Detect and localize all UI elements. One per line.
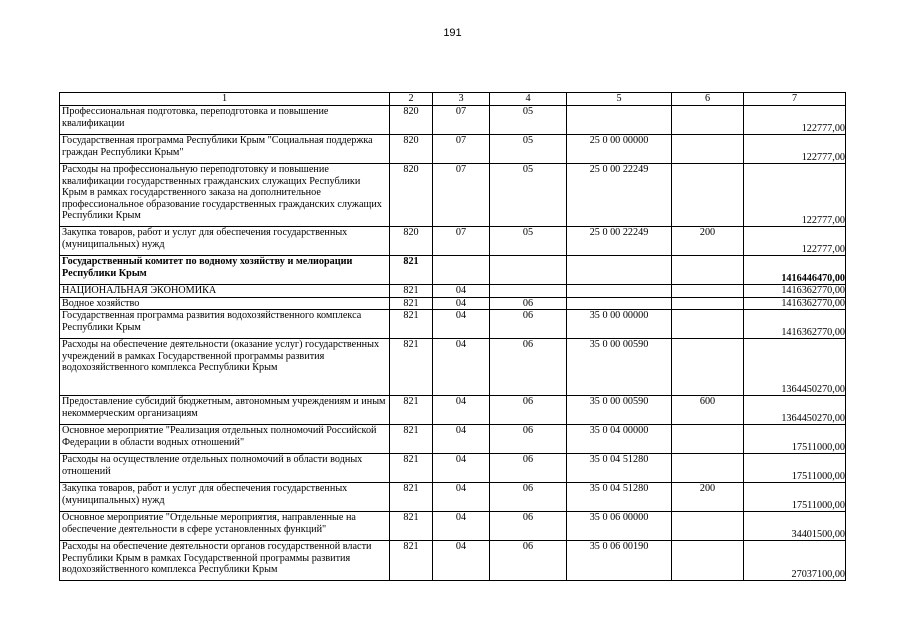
code-820-cell: 821 xyxy=(390,541,433,581)
table-row xyxy=(60,512,846,541)
subsection-cell xyxy=(490,256,567,285)
subsection-cell: 06 xyxy=(490,396,567,425)
header-cell: 4 xyxy=(490,93,567,106)
target-article-cell: 35 0 00 00000 xyxy=(567,310,672,339)
row-name-cell: Закупка товаров, работ и услуг для обеспечения государственных (муниципальных) нужд xyxy=(60,227,390,256)
row-name-cell: Государственная программа Республики Крым "Социальная поддержка граждан Республики Крым" xyxy=(60,135,390,164)
section-cell: 04 xyxy=(433,339,490,396)
expense-type-cell xyxy=(672,256,744,285)
section-cell: 04 xyxy=(433,310,490,339)
subsection-cell: 06 xyxy=(490,339,567,396)
expense-type-cell xyxy=(672,425,744,454)
header-cell: 1 xyxy=(60,93,390,106)
section-cell: 04 xyxy=(433,483,490,512)
section-cell: 07 xyxy=(433,106,490,135)
code-820-cell: 820 xyxy=(390,164,433,227)
table-row xyxy=(60,396,846,425)
subsection-cell: 05 xyxy=(490,106,567,135)
target-article-cell: 25 0 00 00000 xyxy=(567,135,672,164)
amount-cell: 17511000,00 xyxy=(744,425,846,454)
header-cell: 5 xyxy=(567,93,672,106)
amount-cell: 122777,00 xyxy=(744,106,846,135)
subsection-cell: 05 xyxy=(490,135,567,164)
amount-cell: 17511000,00 xyxy=(744,454,846,483)
expense-type-cell: 600 xyxy=(672,396,744,425)
table-row xyxy=(60,339,846,396)
table-row xyxy=(60,483,846,512)
code-820-cell: 821 xyxy=(390,425,433,454)
subsection-cell: 06 xyxy=(490,425,567,454)
target-article-cell: 25 0 00 22249 xyxy=(567,164,672,227)
subsection-cell: 06 xyxy=(490,297,567,310)
row-name-cell: Основное мероприятие "Реализация отдельных полномочий Российской Федерации в области водных отношений" xyxy=(60,425,390,454)
table-row xyxy=(60,285,846,298)
row-name-cell: Расходы на обеспечение деятельности (оказание услуг) государственных учреждений в рамках Государственной программы развития водохозяйственного комплекса Республики Крым xyxy=(60,339,390,396)
subsection-cell: 06 xyxy=(490,512,567,541)
subsection-cell: 05 xyxy=(490,227,567,256)
table-row xyxy=(60,164,846,227)
section-cell: 04 xyxy=(433,425,490,454)
expense-type-cell xyxy=(672,454,744,483)
section-cell: 04 xyxy=(433,297,490,310)
row-name-cell: Расходы на профессиональную переподготовку и повышение квалификации государственных гражданских служащих Республики Крым в рамках государственного заказа на дополнительное профессиональное образование государственных гражданских служащих Республики Крым xyxy=(60,164,390,227)
code-820-cell: 821 xyxy=(390,297,433,310)
code-820-cell: 821 xyxy=(390,483,433,512)
row-name-cell: НАЦИОНАЛЬНАЯ ЭКОНОМИКА xyxy=(60,285,390,298)
amount-cell: 34401500,00 xyxy=(744,512,846,541)
subsection-cell: 06 xyxy=(490,541,567,581)
code-820-cell: 821 xyxy=(390,339,433,396)
amount-cell: 1416362770,00 xyxy=(744,285,846,298)
target-article-cell: 35 0 06 00190 xyxy=(567,541,672,581)
code-820-cell: 820 xyxy=(390,227,433,256)
target-article-cell: 35 0 04 00000 xyxy=(567,425,672,454)
target-article-cell xyxy=(567,106,672,135)
code-820-cell: 820 xyxy=(390,135,433,164)
section-cell: 07 xyxy=(433,227,490,256)
subsection-cell: 06 xyxy=(490,310,567,339)
amount-cell: 1364450270,00 xyxy=(744,339,846,396)
target-article-cell xyxy=(567,285,672,298)
row-name-cell: Закупка товаров, работ и услуг для обеспечения государственных (муниципальных) нужд xyxy=(60,483,390,512)
code-820-cell: 821 xyxy=(390,454,433,483)
table-row xyxy=(60,310,846,339)
row-name-cell: Предоставление субсидий бюджетным, автономным учреждениям и иным некоммерческим организациям xyxy=(60,396,390,425)
table-row xyxy=(60,227,846,256)
target-article-cell: 35 0 00 00590 xyxy=(567,339,672,396)
target-article-cell: 35 0 00 00590 xyxy=(567,396,672,425)
table-row xyxy=(60,541,846,581)
row-name-cell: Основное мероприятие "Отдельные мероприятия, направленные на обеспечение деятельности в сфере установленных функций" xyxy=(60,512,390,541)
code-820-cell: 821 xyxy=(390,256,433,285)
row-name-cell: Государственный комитет по водному хозяйству и мелиорации Республики Крым xyxy=(60,256,390,285)
table-row xyxy=(60,454,846,483)
section-cell: 04 xyxy=(433,396,490,425)
section-cell: 07 xyxy=(433,164,490,227)
expense-type-cell xyxy=(672,164,744,227)
expense-type-cell xyxy=(672,285,744,298)
header-cell: 3 xyxy=(433,93,490,106)
target-article-cell: 35 0 06 00000 xyxy=(567,512,672,541)
section-cell: 07 xyxy=(433,135,490,164)
expense-type-cell xyxy=(672,135,744,164)
header-cell: 2 xyxy=(390,93,433,106)
amount-cell: 1416362770,00 xyxy=(744,310,846,339)
row-name-cell: Водное хозяйство xyxy=(60,297,390,310)
amount-cell: 122777,00 xyxy=(744,164,846,227)
subsection-cell xyxy=(490,285,567,298)
row-name-cell: Расходы на обеспечение деятельности органов государственной власти Республики Крым в рамках Государственной программы развития водохозяйственного комплекса Республики Крым xyxy=(60,541,390,581)
expense-type-cell xyxy=(672,339,744,396)
row-name-cell: Профессиональная подготовка, переподготовка и повышение квалификации xyxy=(60,106,390,135)
subsection-cell: 06 xyxy=(490,483,567,512)
section-cell: 04 xyxy=(433,541,490,581)
section-cell: 04 xyxy=(433,454,490,483)
section-cell xyxy=(433,256,490,285)
amount-cell: 122777,00 xyxy=(744,135,846,164)
section-cell: 04 xyxy=(433,512,490,541)
target-article-cell: 25 0 00 22249 xyxy=(567,227,672,256)
code-820-cell: 821 xyxy=(390,310,433,339)
target-article-cell xyxy=(567,297,672,310)
amount-cell: 27037100,00 xyxy=(744,541,846,581)
header-cell: 7 xyxy=(744,93,846,106)
amount-cell: 1364450270,00 xyxy=(744,396,846,425)
row-name-cell: Расходы на осуществление отдельных полномочий в области водных отношений xyxy=(60,454,390,483)
amount-cell: 1416362770,00 xyxy=(744,297,846,310)
expense-type-cell: 200 xyxy=(672,227,744,256)
code-820-cell: 820 xyxy=(390,106,433,135)
amount-cell: 122777,00 xyxy=(744,227,846,256)
section-cell: 04 xyxy=(433,285,490,298)
amount-cell: 17511000,00 xyxy=(744,483,846,512)
page-number: 191 xyxy=(443,27,462,39)
expense-type-cell xyxy=(672,106,744,135)
row-name-cell: Государственная программа развития водохозяйственного комплекса Республики Крым xyxy=(60,310,390,339)
amount-cell: 1416446470,00 xyxy=(744,256,846,285)
expense-type-cell xyxy=(672,310,744,339)
table-row xyxy=(60,135,846,164)
table-row xyxy=(60,106,846,135)
table-row xyxy=(60,256,846,285)
code-820-cell: 821 xyxy=(390,285,433,298)
code-820-cell: 821 xyxy=(390,512,433,541)
table-header-row xyxy=(60,93,846,106)
subsection-cell: 05 xyxy=(490,164,567,227)
target-article-cell: 35 0 04 51280 xyxy=(567,454,672,483)
expense-type-cell xyxy=(672,512,744,541)
subsection-cell: 06 xyxy=(490,454,567,483)
expense-type-cell xyxy=(672,541,744,581)
table-row xyxy=(60,425,846,454)
target-article-cell: 35 0 04 51280 xyxy=(567,483,672,512)
budget-table xyxy=(59,92,846,581)
expense-type-cell: 200 xyxy=(672,483,744,512)
table-row xyxy=(60,297,846,310)
expense-type-cell xyxy=(672,297,744,310)
target-article-cell xyxy=(567,256,672,285)
code-820-cell: 821 xyxy=(390,396,433,425)
header-cell: 6 xyxy=(672,93,744,106)
